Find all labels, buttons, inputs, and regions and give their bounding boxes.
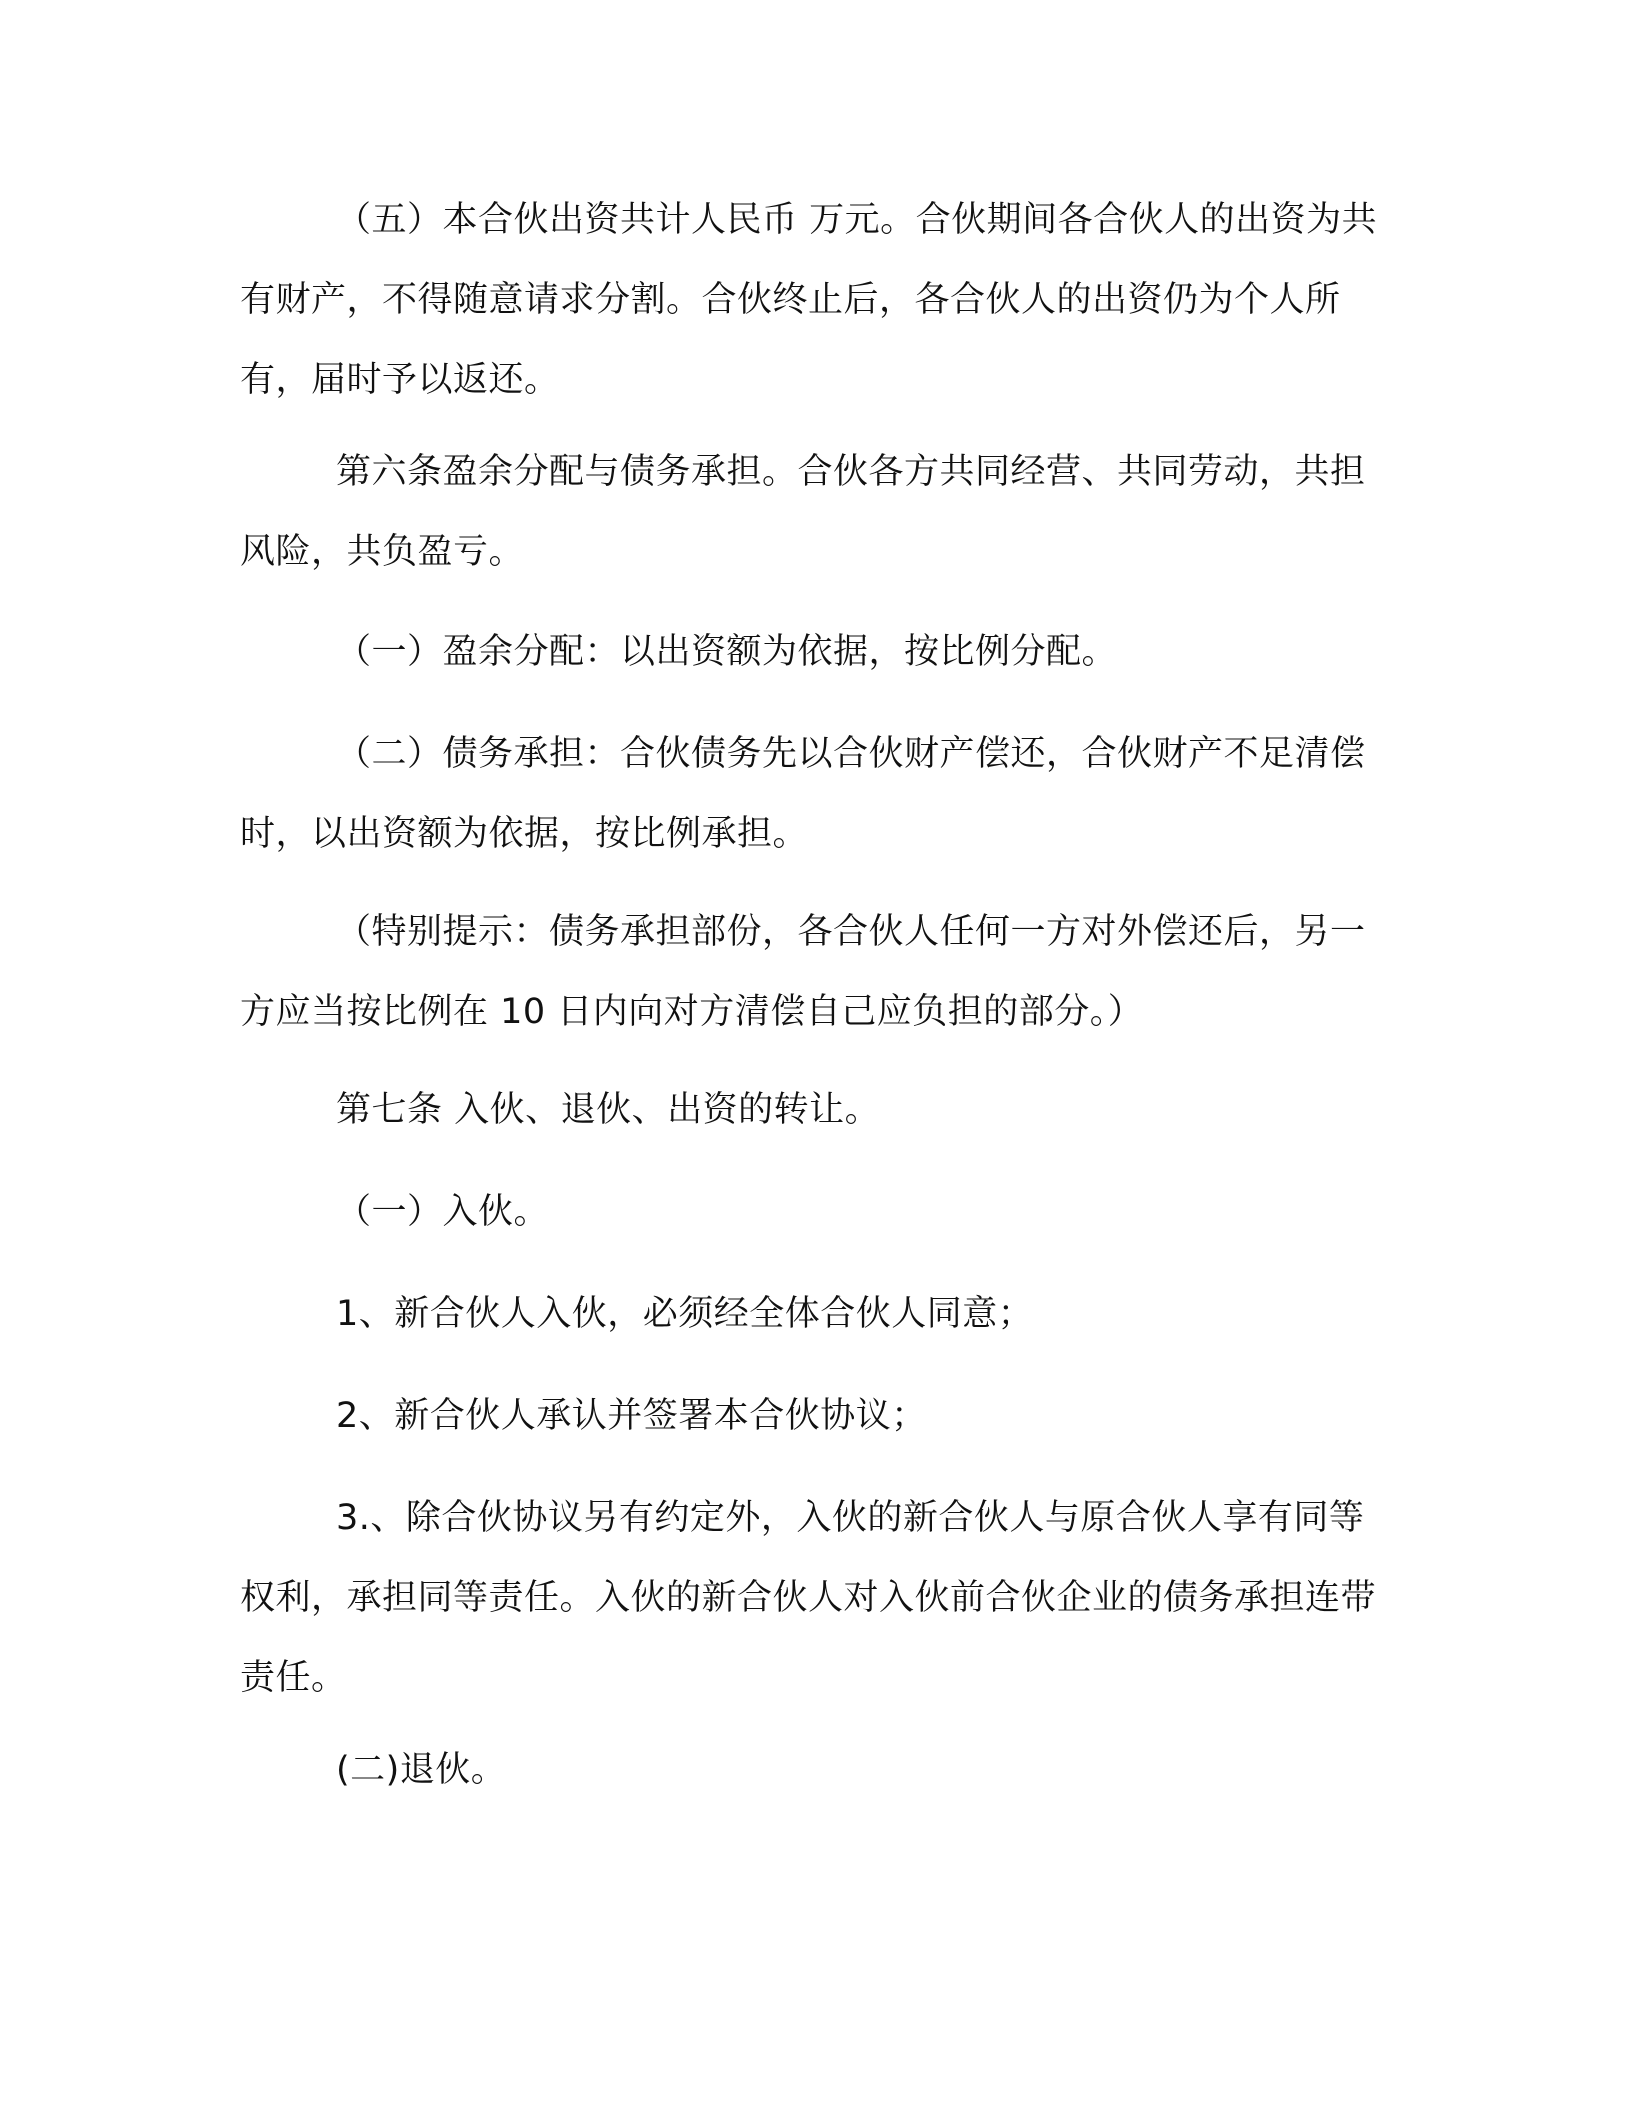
paragraph-item-3: 3.、除合伙协议另有约定外，入伙的新合伙人与原合伙人享有同等权利，承担同等责任。入伙的新合伙人对入伙前合伙企业的债务承担连带责任。 (240, 1498, 1377, 1698)
paragraph-debt-bearing: （二）债务承担：合伙债务先以合伙财产偿还，合伙财产不足清偿时，以出资额为依据，按比例承担。 (240, 734, 1366, 854)
paragraph-capital-contribution: （五）本合伙出资共计人民币 万元。合伙期间各合伙人的出资为共有财产，不得随意请求分割。合伙终止后，各合伙人的出资仍为个人所有，届时予以返还。 (240, 200, 1378, 400)
paragraph-article-6: 第六条盈余分配与债务承担。合伙各方共同经营、共同劳动，共担风险，共负盈亏。 (240, 452, 1366, 572)
paragraph-item-2: 2、新合伙人承认并签署本合伙协议； (336, 1396, 927, 1436)
paragraph-item-1: 1、新合伙人入伙，必须经全体合伙人同意； (336, 1294, 1034, 1334)
paragraph-special-note: （特别提示：债务承担部份，各合伙人任何一方对外偿还后，另一方应当按比例在 10 日内向对方清偿自己应负担的部分。） (240, 912, 1366, 1032)
paragraph-withdrawal: (二)退伙。 (336, 1750, 507, 1790)
paragraph-admission: （一）入伙。 (336, 1192, 550, 1232)
paragraph-article-7: 第七条 入伙、退伙、出资的转让。 (336, 1090, 881, 1130)
paragraph-profit-distribution: （一）盈余分配：以出资额为依据，按比例分配。 (336, 632, 1118, 672)
